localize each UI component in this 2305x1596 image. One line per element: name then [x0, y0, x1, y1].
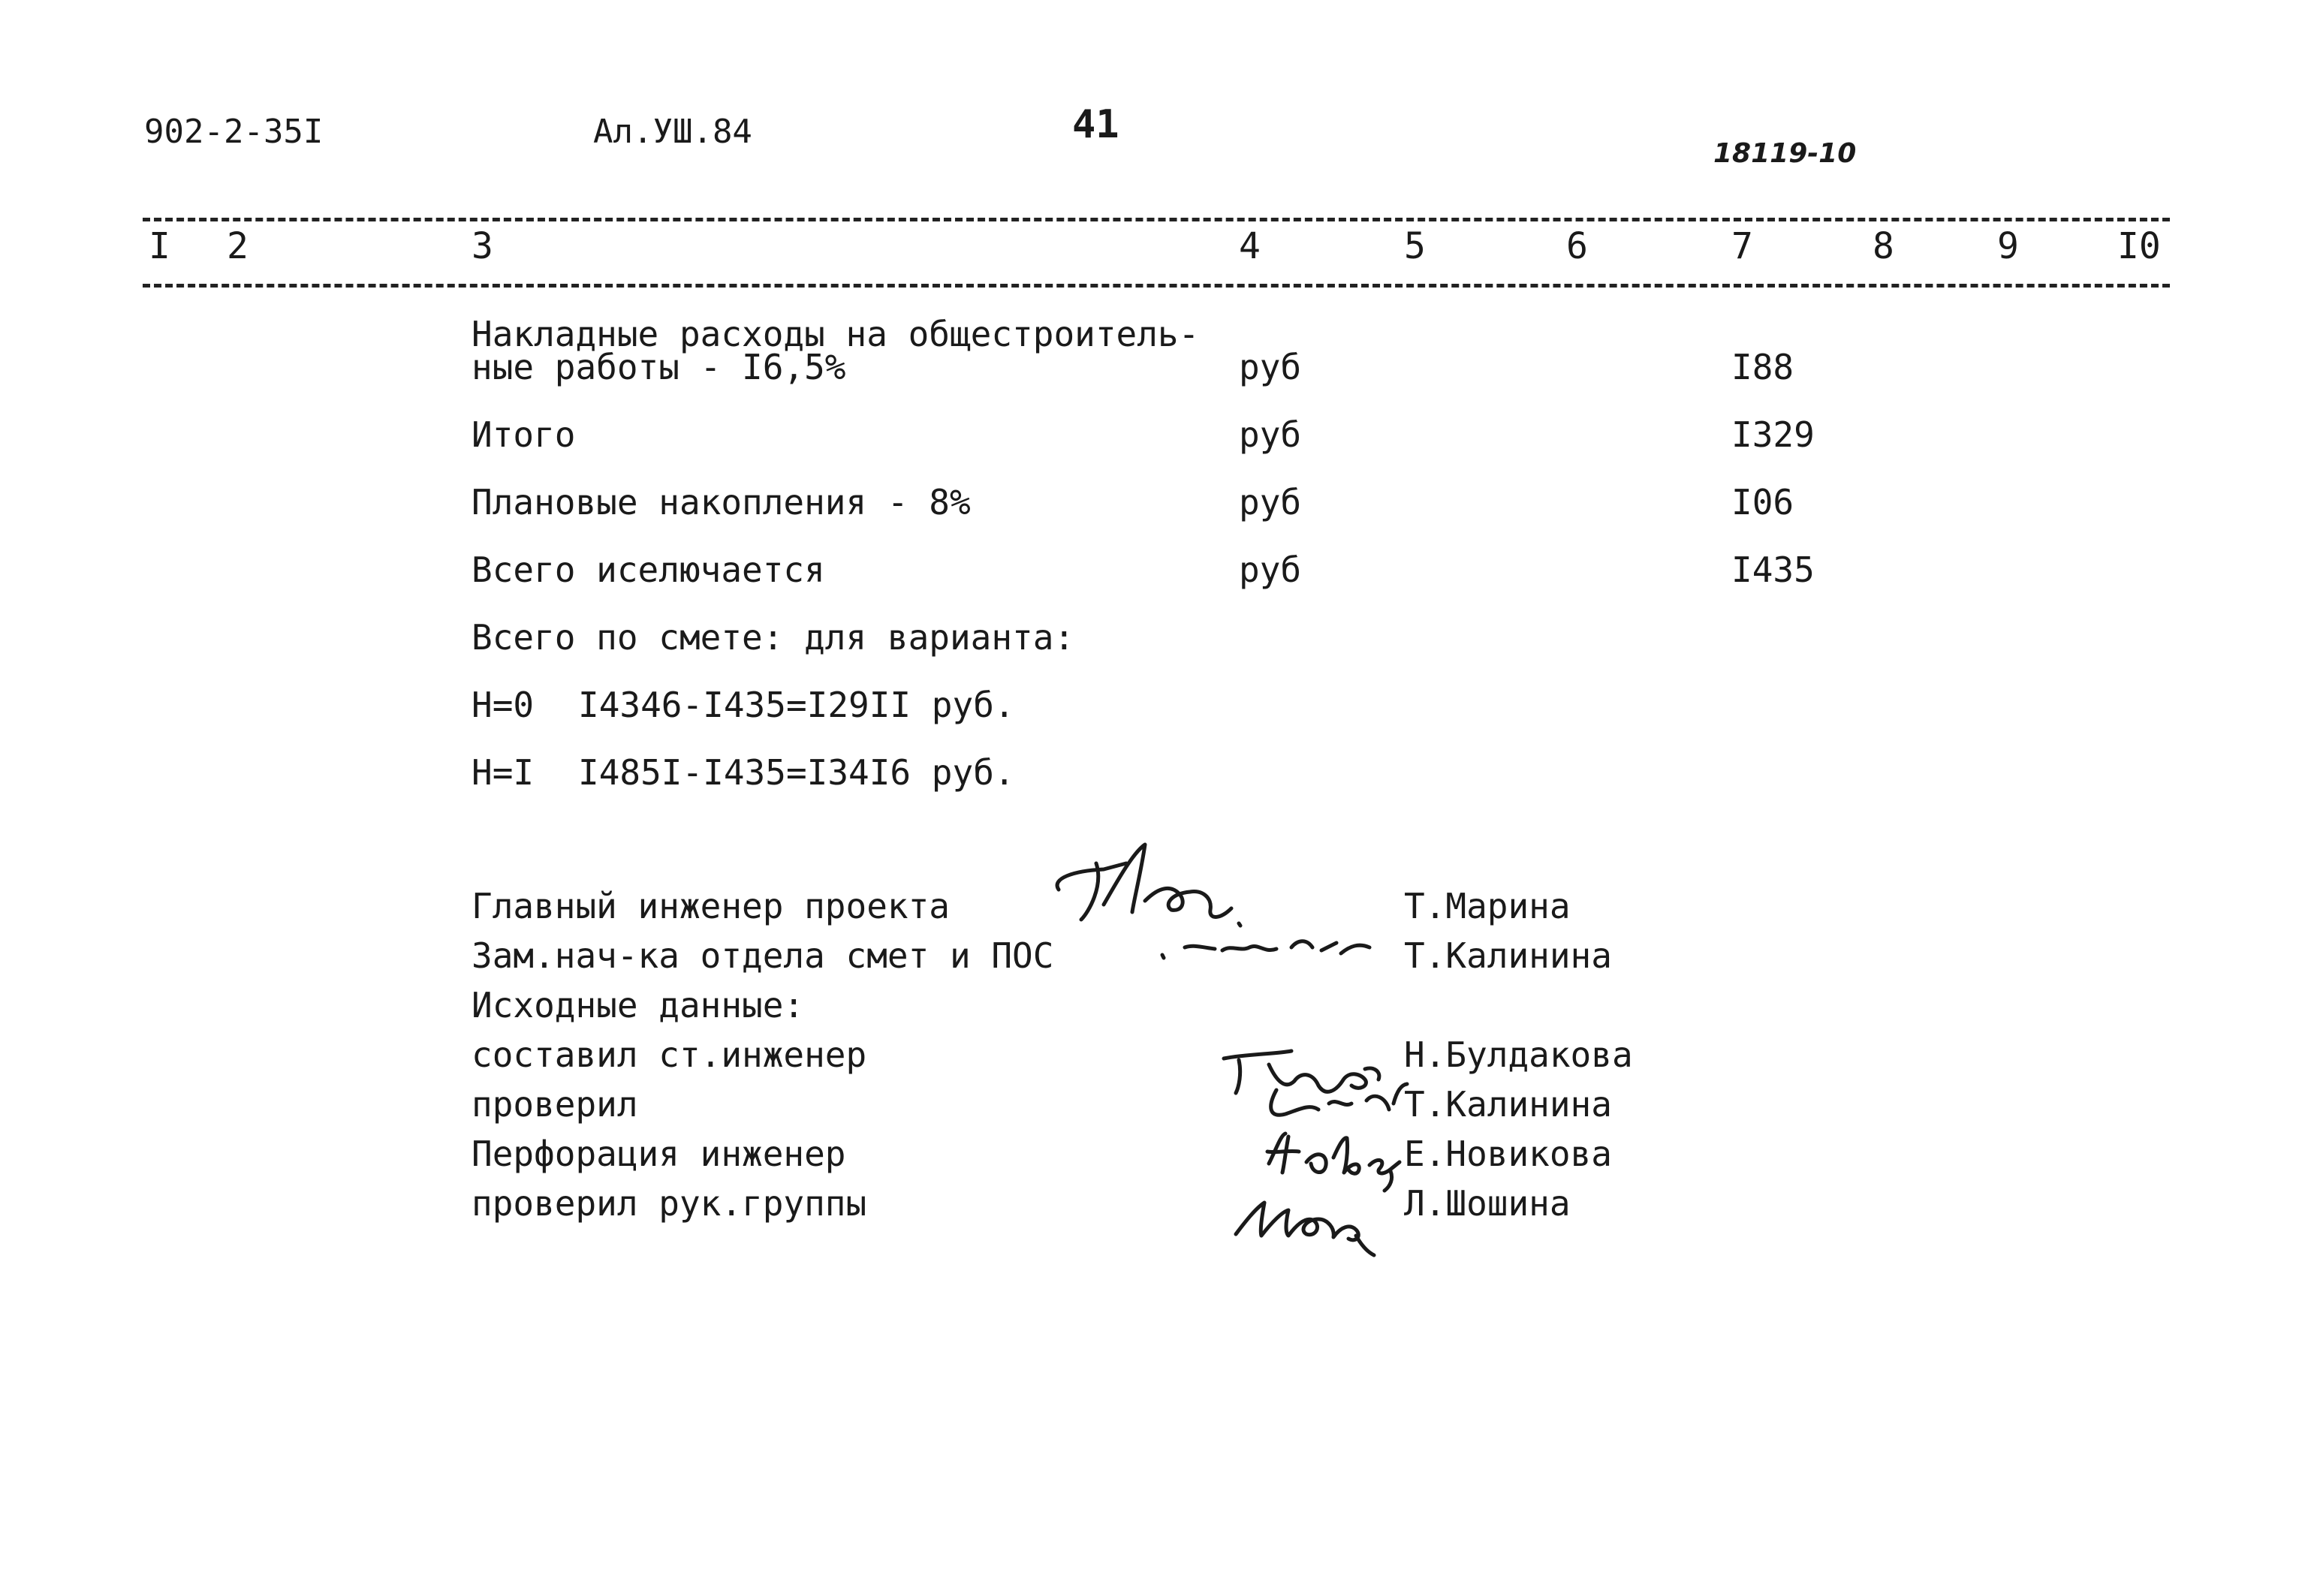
- column-number-3: 3: [472, 225, 493, 267]
- column-number-10: I0: [2117, 225, 2161, 267]
- row-total-value: I329: [1731, 414, 1815, 455]
- row-savings-value: I06: [1731, 482, 1794, 522]
- row-overhead-value: I88: [1731, 347, 1794, 387]
- signatory-role-checked-by: проверил: [472, 1084, 638, 1125]
- column-number-2: 2: [227, 225, 249, 267]
- summary-calc-0: I4346-I435=I29II руб.: [578, 685, 1015, 725]
- column-number-6: 6: [1566, 225, 1588, 267]
- signature-chief-engineer: [1057, 845, 1240, 926]
- row-excluded-unit: руб: [1239, 550, 1302, 590]
- column-number-8: 8: [1873, 225, 1894, 267]
- signatory-role-group-lead: проверил рук.группы: [472, 1183, 867, 1224]
- row-overhead-label-line2: ные работы - I6,5%: [472, 347, 846, 387]
- document-code: 902-2-35I: [144, 113, 324, 151]
- signature-perforation: [1267, 1134, 1400, 1191]
- signatory-name-chief-engineer: Т.Марина: [1404, 886, 1571, 926]
- row-savings-label: Плановые накопления - 8%: [472, 482, 971, 522]
- album-number: Ал.УШ.84: [593, 113, 752, 151]
- signature-deputy-head: [1162, 941, 1369, 958]
- page-number: 41: [1072, 102, 1119, 147]
- signatory-name-compiled-by: Н.Булдакова: [1404, 1034, 1633, 1075]
- signatory-role-chief-engineer: Главный инженер проекта: [472, 886, 950, 926]
- summary-variant-1: Н=I: [472, 752, 535, 793]
- signatory-name-group-lead: Л.Шошина: [1404, 1183, 1571, 1224]
- signatory-role-compiled-by: составил ст.инженер: [472, 1034, 867, 1075]
- summary-variant-0: Н=0: [472, 685, 535, 725]
- row-excluded-value: I435: [1731, 550, 1815, 590]
- column-number-9: 9: [1997, 225, 2019, 267]
- signature-checked-by: [1271, 1084, 1407, 1115]
- column-number-1: I: [149, 225, 170, 267]
- row-total-label: Итого: [472, 414, 576, 455]
- column-number-4: 4: [1239, 225, 1261, 267]
- column-number-5: 5: [1404, 225, 1426, 267]
- summary-calc-1: I485I-I435=I34I6 руб.: [578, 752, 1015, 793]
- signatory-source-data-heading: Исходные данные:: [472, 985, 805, 1025]
- signatory-role-deputy-head: Зам.нач-ка отдела смет и ПОС: [472, 935, 1054, 976]
- row-overhead-unit: руб: [1239, 347, 1302, 387]
- signature-compiled-by: [1224, 1051, 1379, 1093]
- signatory-name-deputy-head: Т.Калинина: [1404, 935, 1612, 976]
- row-excluded-label: Всего иселючается: [472, 550, 825, 590]
- column-number-7: 7: [1731, 225, 1753, 267]
- row-total-unit: руб: [1239, 414, 1302, 455]
- signature-group-lead: [1236, 1203, 1374, 1255]
- row-overhead-label-line1: Накладные расходы на общестроитель-: [472, 314, 1200, 354]
- summary-title: Всего по смете: для варианта:: [472, 617, 1075, 658]
- signatory-name-checked-by: Т.Калинина: [1404, 1084, 1612, 1125]
- signatory-name-perforation: Е.Новикова: [1404, 1134, 1612, 1174]
- row-savings-unit: руб: [1239, 482, 1302, 522]
- signatory-role-perforation: Перфорация инженер: [472, 1134, 846, 1174]
- stamp-number: 18119-10: [1713, 138, 1857, 169]
